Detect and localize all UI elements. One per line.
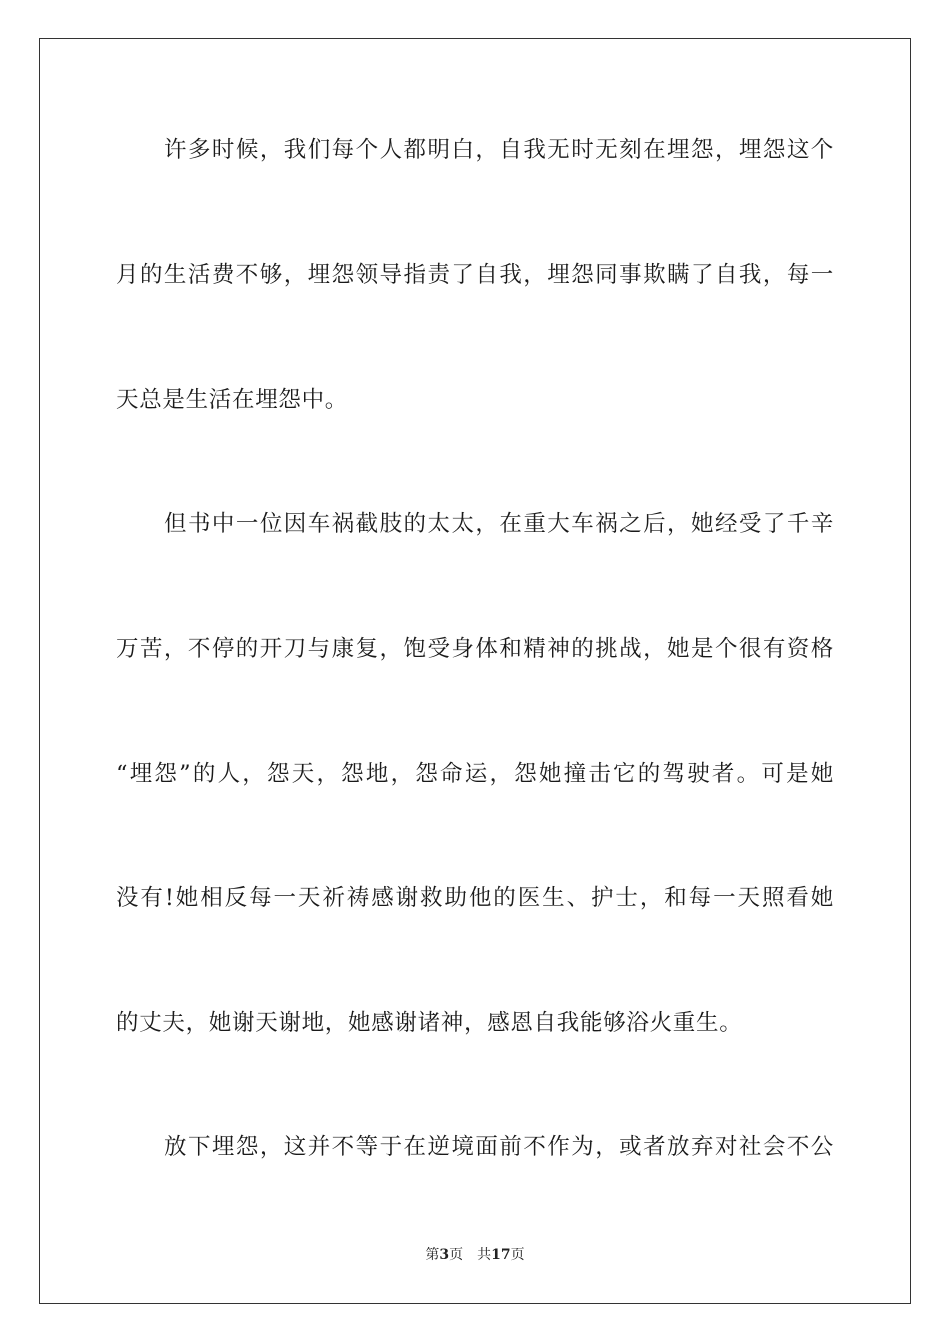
paragraph-1-line-3: 天总是生活在埋怨中。 bbox=[116, 387, 349, 413]
paragraph-2-line-1: 但书中一位因车祸截肢的太太，在重大车祸之后，她经受了千辛 bbox=[164, 511, 834, 537]
page-border bbox=[39, 38, 911, 1304]
paragraph-2-line-5: 的丈夫，她谢天谢地，她感谢诸神，感恩自我能够浴火重生。 bbox=[116, 1010, 743, 1036]
page-footer bbox=[0, 1246, 950, 1264]
page-prefix: 第 bbox=[425, 1247, 440, 1263]
total-prefix: 共 bbox=[477, 1247, 492, 1263]
page-number: 3 bbox=[439, 1247, 450, 1263]
paragraph-2-line-4: 没有!她相反每一天祈祷感谢救助他的医生、护士，和每一天照看她 bbox=[116, 885, 834, 911]
paragraph-2-line-3: “埋怨”的人，怨天，怨地，怨命运，怨她撞击它的驾驶者。可是她 bbox=[116, 761, 834, 787]
page-suffix: 页 bbox=[449, 1247, 464, 1263]
total-suffix: 页 bbox=[510, 1247, 525, 1263]
paragraph-3-line-1: 放下埋怨，这并不等于在逆境面前不作为，或者放弃对社会不公 bbox=[164, 1134, 834, 1160]
paragraph-1-line-2: 月的生活费不够，埋怨领导指责了自我，埋怨同事欺瞒了自我，每一 bbox=[116, 262, 834, 288]
total-pages: 17 bbox=[491, 1247, 511, 1263]
paragraph-1-line-1: 许多时候，我们每个人都明白，自我无时无刻在埋怨，埋怨这个 bbox=[164, 137, 834, 163]
paragraph-2-line-2: 万苦，不停的开刀与康复，饱受身体和精神的挑战，她是个很有资格 bbox=[116, 636, 834, 662]
